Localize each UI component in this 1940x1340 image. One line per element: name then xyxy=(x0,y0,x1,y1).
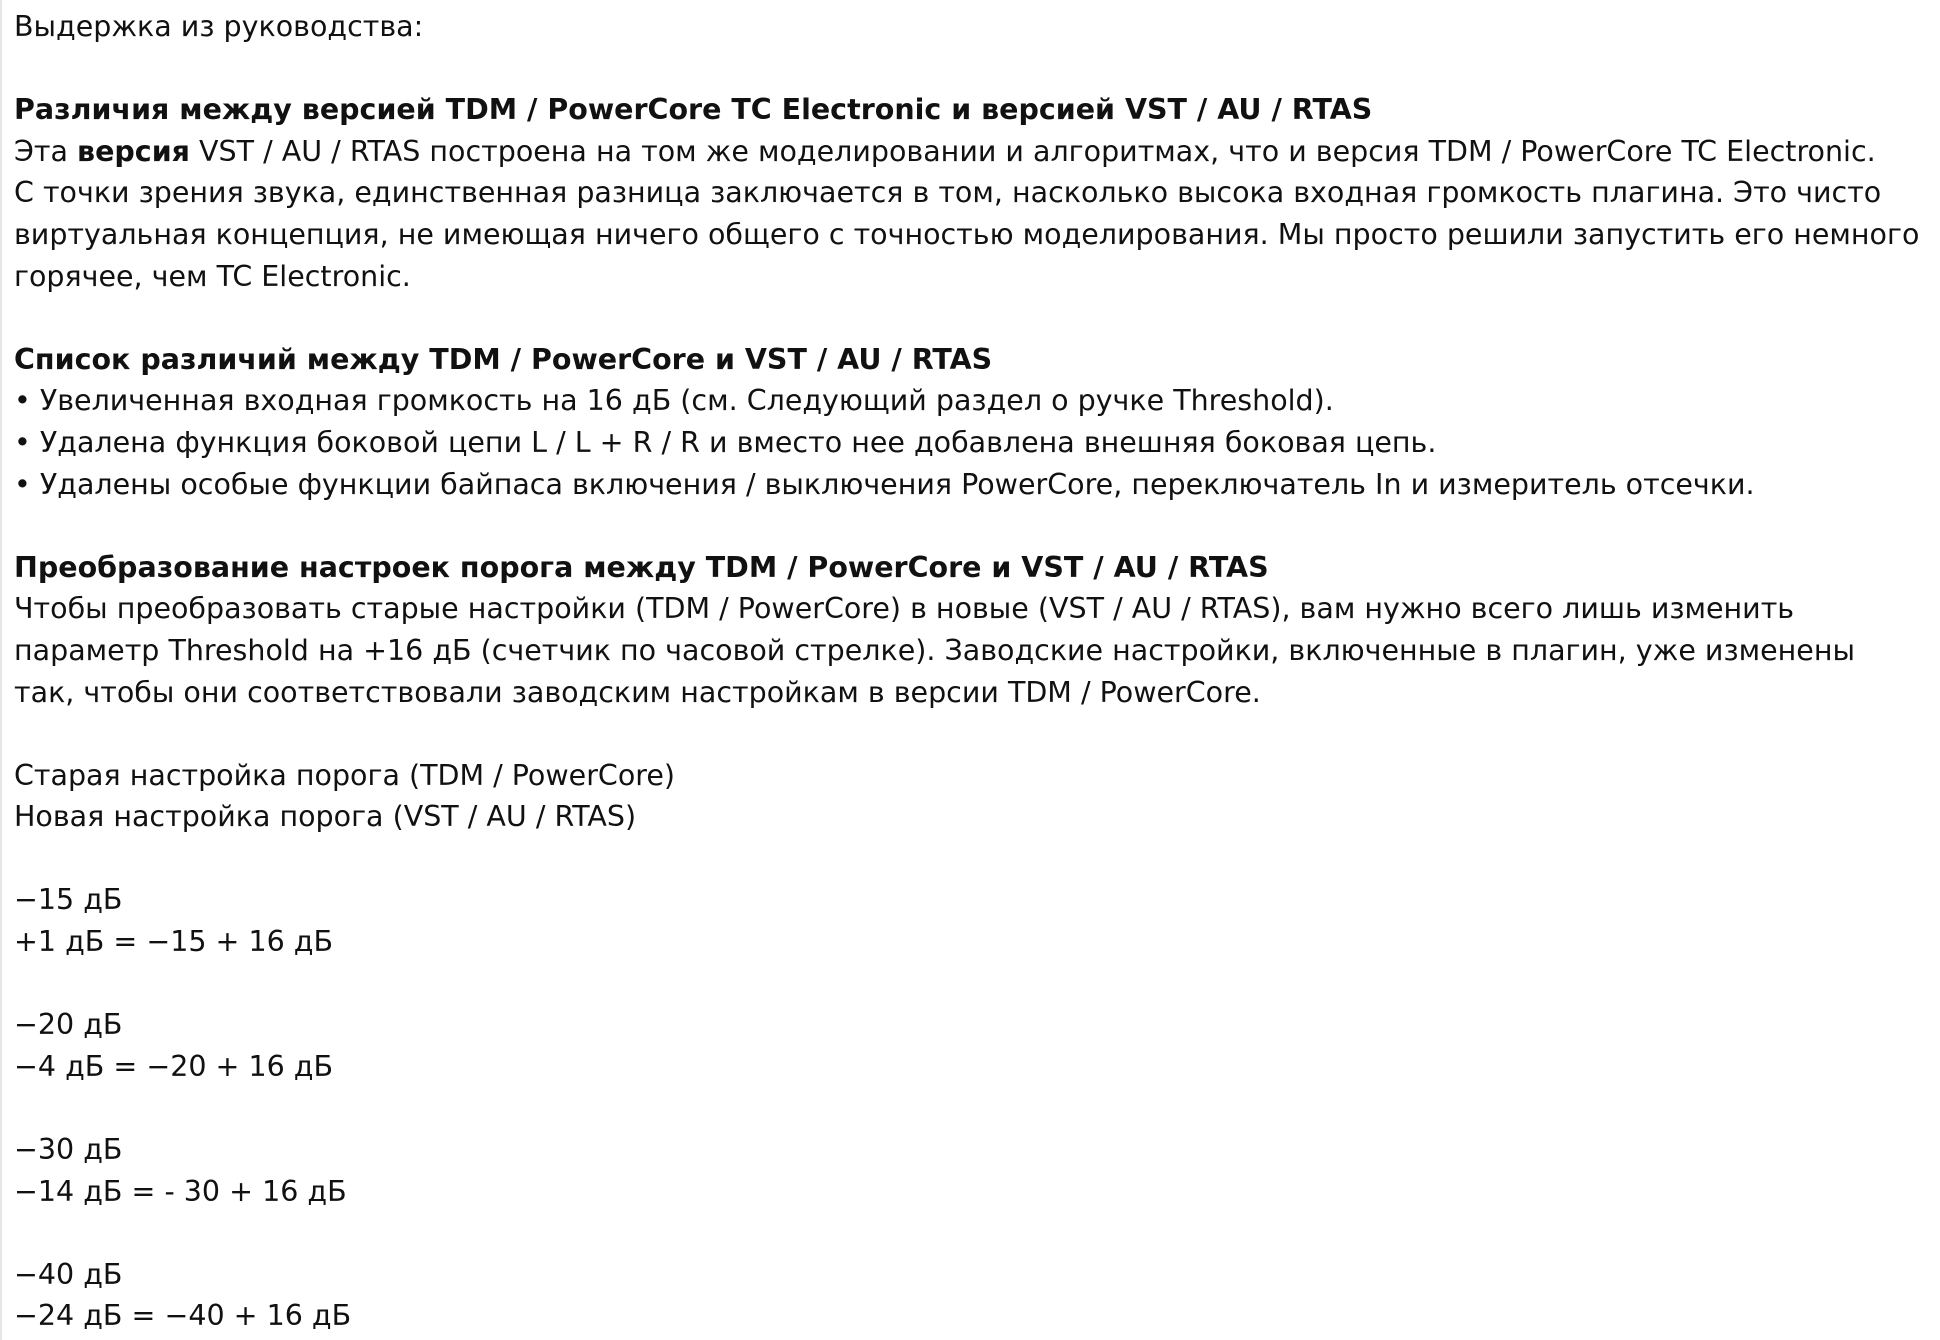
section3-heading: Преобразование настроек порога между TDM / PowerCore и VST / AU / RTAS xyxy=(14,550,1269,584)
spacer xyxy=(14,1212,1940,1254)
new-threshold-value: +1 дБ = −15 + 16 дБ xyxy=(14,925,334,959)
new-setting-label: Новая настройка порога (VST / AU / RTAS) xyxy=(14,800,637,834)
spacer xyxy=(14,297,1940,339)
new-threshold-value: −4 дБ = −20 + 16 дБ xyxy=(14,1049,334,1083)
old-threshold-value: −20 дБ xyxy=(14,1008,123,1042)
left-border xyxy=(0,0,2,1340)
bullet-item: • Удалена функция боковой цепи L / L + R / R и вместо нее добавлена внешняя боковая цепь. xyxy=(14,425,1437,459)
spacer xyxy=(14,963,1940,1005)
bullet-item: • Увеличенная входная громкость на 16 дБ (см. Следующий раздел о ручке Threshold). xyxy=(14,384,1334,418)
spacer xyxy=(14,838,1940,880)
old-setting-label: Старая настройка порога (TDM / PowerCore) xyxy=(14,758,676,792)
spacer xyxy=(14,505,1940,547)
section1-line2: С точки зрения звука, единственная разница заключается в том, насколько высока входная громкость плагина. Это чисто xyxy=(14,176,1882,210)
old-threshold-value: −40 дБ xyxy=(14,1257,123,1291)
new-threshold-value: −14 дБ = - 30 + 16 дБ xyxy=(14,1174,347,1208)
spacer xyxy=(14,1087,1940,1129)
section2-heading: Список различий между TDM / PowerCore и VST / AU / RTAS xyxy=(14,342,993,376)
document-body xyxy=(14,6,1940,1337)
section1-line1-bold: версия xyxy=(77,134,190,168)
section1-line1 xyxy=(14,131,1940,173)
section3-line3: так, чтобы они соответствовали заводским настройкам в версии TDM / PowerCore. xyxy=(14,675,1261,709)
section3-line2: параметр Threshold на +16 дБ (счетчик по часовой стрелке). Заводские настройки, включенные в плагин, уже изменены xyxy=(14,633,1855,667)
section1-line1-post: VST / AU / RTAS построена на том же моделировании и алгоритмах, что и версия TDM / PowerCore TC Electronic. xyxy=(189,134,1876,168)
section3-line1: Чтобы преобразовать старые настройки (TDM / PowerCore) в новые (VST / AU / RTAS), вам нужно всего лишь изменить xyxy=(14,592,1795,626)
bullet-item: • Удалены особые функции байпаса включения / выключения PowerCore, переключатель In и измеритель отсечки. xyxy=(14,467,1755,501)
old-threshold-value: −30 дБ xyxy=(14,1133,123,1167)
old-threshold-value: −15 дБ xyxy=(14,883,123,917)
spacer xyxy=(14,713,1940,755)
section1-line3: виртуальная концепция, не имеющая ничего общего с точностью моделирования. Мы просто решили запустить его немного xyxy=(14,217,1920,251)
section1-heading: Различия между версией TDM / PowerCore TC Electronic и версией VST / AU / RTAS xyxy=(14,93,1373,127)
intro-text: Выдержка из руководства: xyxy=(14,10,424,43)
spacer xyxy=(14,48,1940,90)
section1-line1-pre: Эта xyxy=(14,134,78,168)
section1-line4: горячее, чем TC Electronic. xyxy=(14,259,411,293)
new-threshold-value: −24 дБ = −40 + 16 дБ xyxy=(14,1299,352,1333)
